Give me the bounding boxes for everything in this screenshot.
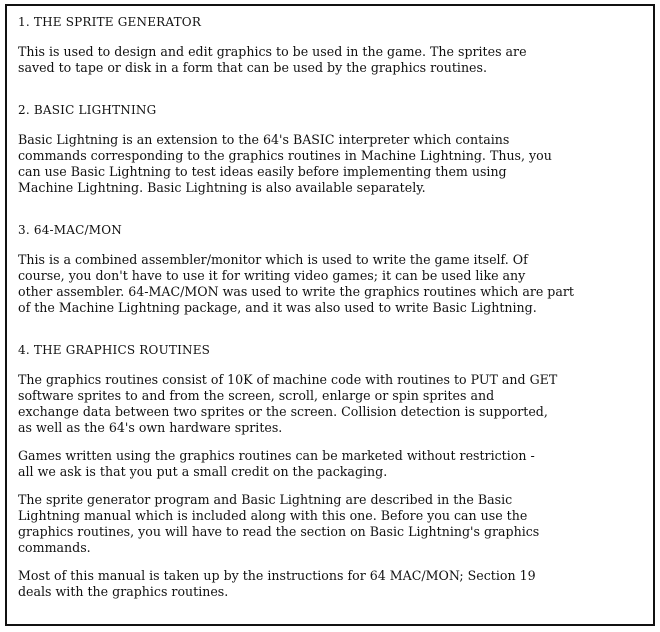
section-heading: 1. THE SPRITE GENERATOR: [18, 15, 202, 29]
section-paragraph: [18, 252, 643, 316]
text-line: The graphics routines consist of 10K of machine code with routines to PUT and GET: [18, 372, 558, 387]
section-heading: 2. BASIC LIGHTNING: [18, 103, 157, 117]
text-line: deals with the graphics routines.: [18, 584, 229, 599]
text-line: Games written using the graphics routines can be marketed without restriction -: [18, 448, 535, 463]
text-line: Most of this manual is taken up by the instructions for 64 MAC/MON; Section 19: [18, 568, 536, 583]
text-line: This is a combined assembler/monitor which is used to write the game itself. Of: [18, 252, 528, 267]
text-line: commands corresponding to the graphics routines in Machine Lightning. Thus, you: [18, 148, 552, 163]
section-paragraph: [18, 448, 643, 480]
section-paragraph: [18, 132, 643, 196]
text-line: saved to tape or disk in a form that can be used by the graphics routines.: [18, 60, 487, 75]
text-line: software sprites to and from the screen, scroll, enlarge or spin sprites and: [18, 388, 495, 403]
section-64-mac-mon: [18, 222, 643, 316]
text-line: can use Basic Lightning to test ideas easily before implementing them using: [18, 164, 507, 179]
text-line: course, you don't have to use it for writing video games; it can be used like any: [18, 268, 526, 283]
section-paragraph: [18, 492, 643, 556]
text-line: other assembler. 64-MAC/MON was used to write the graphics routines which are part: [18, 284, 574, 299]
text-line: all we ask is that you put a small credit on the packaging.: [18, 464, 388, 479]
text-line: Machine Lightning. Basic Lightning is also available separately.: [18, 180, 426, 195]
text-line: of the Machine Lightning package, and it was also used to write Basic Lightning.: [18, 300, 537, 315]
section-basic-lightning: [18, 102, 643, 196]
section-paragraph: [18, 44, 643, 76]
text-line: This is used to design and edit graphics to be used in the game. The sprites are: [18, 44, 527, 59]
section-paragraph: [18, 568, 643, 600]
text-line: exchange data between two sprites or the screen. Collision detection is supported,: [18, 404, 548, 419]
text-line: graphics routines, you will have to read the section on Basic Lightning's graphics: [18, 524, 540, 539]
text-line: Lightning manual which is included along with this one. Before you can use the: [18, 508, 528, 523]
section-heading: 3. 64-MAC/MON: [18, 223, 122, 237]
text-line: commands.: [18, 540, 91, 555]
section-graphics-routines: [18, 342, 643, 600]
section-heading: 4. THE GRAPHICS ROUTINES: [18, 343, 211, 357]
section-sprite-generator: [18, 14, 643, 76]
section-paragraph: [18, 372, 643, 436]
text-line: The sprite generator program and Basic Lightning are described in the Basic: [18, 492, 513, 507]
text-line: Basic Lightning is an extension to the 64's BASIC interpreter which contains: [18, 132, 510, 147]
text-line: as well as the 64's own hardware sprites.: [18, 420, 283, 435]
document-frame: [5, 4, 655, 626]
